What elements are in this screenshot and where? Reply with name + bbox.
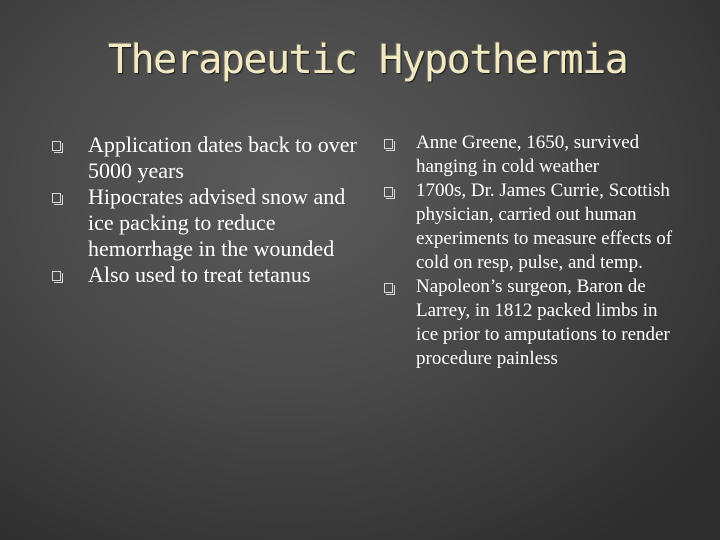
left-bullet-list bbox=[52, 132, 372, 288]
bullet-item bbox=[384, 275, 684, 371]
bullet-text: Hipocrates advised snow and ice packing to reduce hemorrhage in the wounded bbox=[88, 184, 346, 261]
right-bullet-list bbox=[384, 131, 684, 371]
bullet-text: Also used to treat tetanus bbox=[88, 262, 311, 287]
square-bullet-icon bbox=[384, 187, 393, 197]
bullet-text: Napoleon’s surgeon, Baron de Larrey, in 1812 packed limbs in ice prior to amputations to render procedure painless bbox=[416, 276, 670, 369]
slide-title: Therapeutic Hypothermia bbox=[108, 37, 628, 83]
bullet-item bbox=[52, 184, 372, 262]
square-bullet-icon bbox=[384, 139, 393, 149]
bullet-text: Application dates back to over 5000 years bbox=[88, 132, 357, 183]
bullet-text: 1700s, Dr. James Currie, Scottish physician, carried out human experiments to measure effects of cold on resp, pulse, and temp. bbox=[416, 180, 673, 273]
square-bullet-icon bbox=[52, 141, 61, 151]
square-bullet-icon bbox=[384, 283, 393, 293]
bullet-item bbox=[384, 131, 684, 179]
square-bullet-icon bbox=[52, 193, 61, 203]
square-bullet-icon bbox=[52, 271, 61, 281]
bullet-item bbox=[52, 262, 372, 288]
bullet-text: Anne Greene, 1650, survived hanging in cold weather bbox=[416, 132, 640, 177]
bullet-item bbox=[384, 179, 684, 275]
bullet-item bbox=[52, 132, 372, 184]
